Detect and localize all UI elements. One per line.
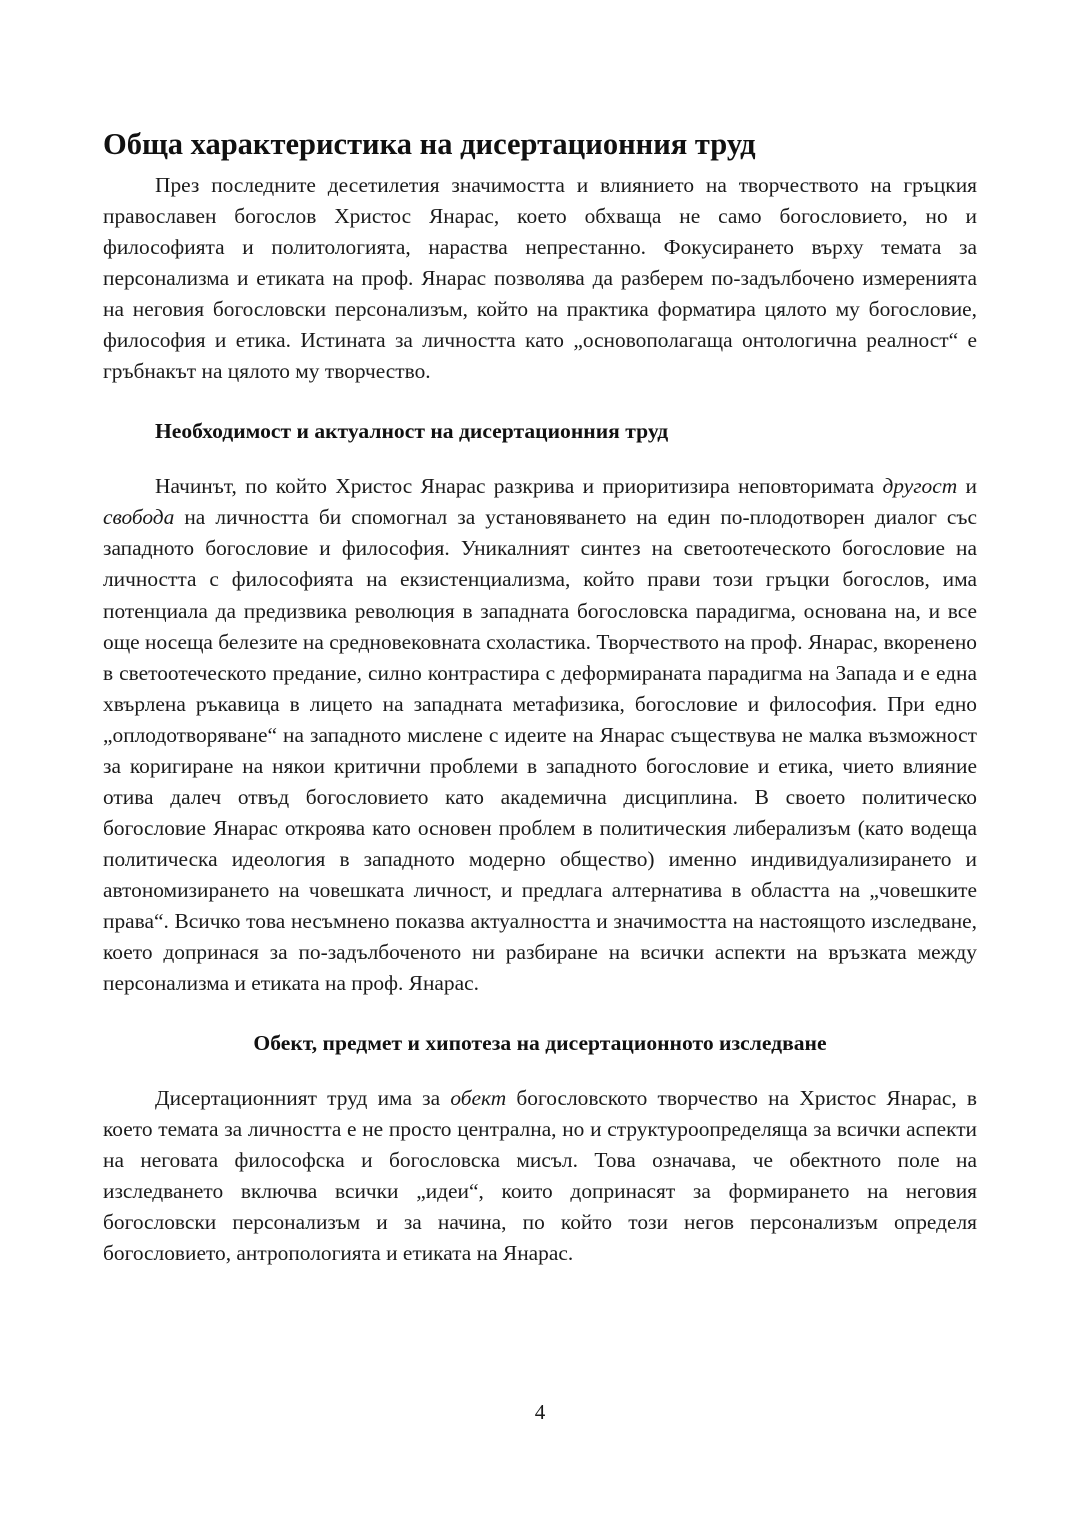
emphasis-object: обект	[450, 1086, 507, 1111]
page-number: 4	[534, 1400, 546, 1424]
paragraph-text: Дисертационният труд има за	[155, 1086, 451, 1111]
document-page	[103, 124, 977, 1269]
object-paragraph	[103, 1083, 977, 1269]
section-heading-object: Обект, предмет и хипотеза на дисертационното изследване	[253, 1031, 827, 1056]
necessity-paragraph	[103, 471, 977, 999]
paragraph-text: и	[957, 474, 977, 499]
emphasis-otherness: другост	[882, 474, 958, 499]
document-title: Обща характеристика на дисертационния труд	[103, 127, 756, 161]
intro-paragraph: През последните десетилетия значимостта и влиянието на творчеството на гръцкия православен богослов Христос Янарас, което обхваща не само богословието, но и философията и политологията, нараства непрестанно. Фокусирането върху темата за персонализма и етиката на проф. Янарас позволява да разберем по-задълбочено измеренията на неговия богословски персонализъм, който на практика форматира цялото му богословие, философия и етика. Истината за личността като „основополагаща онтологична реалност“ е гръбнакът на цялото му творчество.	[103, 173, 977, 384]
section-heading-necessity: Необходимост и актуалност на дисертационния труд	[155, 419, 669, 444]
paragraph-text: Начинът, по който Христос Янарас разкрива и приоритизира неповторимата	[155, 474, 883, 499]
emphasis-freedom: свобода	[103, 505, 175, 530]
paragraph-text: на личността би спомогнал за установяването на един по-плодотворен диалог със западното богословие и философия. Уникалният синтез на светоотеческото богословие на личността с философията на екзистенциализма, който прави този гръцки богослов, има потенциала да предизвика революция в западната богословска парадигма, основана на, и все още носеща белезите на средновековната схоластика. Творчеството на проф. Янарас, вкоренено в светоотеческото предание, силно контрастира с деформираната парадигма на Запада и е една хвърлена ръкавица в лицето на западната метафизика, богословие и философия. При едно „оплодотворяване“ на западното мислене с идеите на Янарас съществува не малка възможност за коригиране на някои критични проблеми в западното богословие и етика, чието влияние отива далеч отвъд богословието като академична дисциплина. В своето политическо богословие Янарас откроява като основен проблем в политическия либерализъм (като водеща политическа идеология в западното модерно общество) именно индивидуализирането и автономизирането на човешката личност, и предлага алтернатива в областта на „човешките права“. Всичко това несъмнено показва актуалността и значимостта на настоящото изследване, което допринася за по-задълбоченото ни разбиране на всички аспекти на връзката между персонализма и етиката на проф. Янарас.	[103, 505, 977, 996]
paragraph-text: богословското творчество на Христос Янарас, в което темата за личността е не просто централна, но и структуроопределяща за всички аспекти на неговата философска и богословска мисъл. Това означава, че обектното поле на изследването включва всички „идеи“, които допринасят за формирането на неговия богословски персонализъм и за начина, по който този негов персонализъм определя богословието, антропологията и етиката на Янарас.	[103, 1086, 977, 1266]
